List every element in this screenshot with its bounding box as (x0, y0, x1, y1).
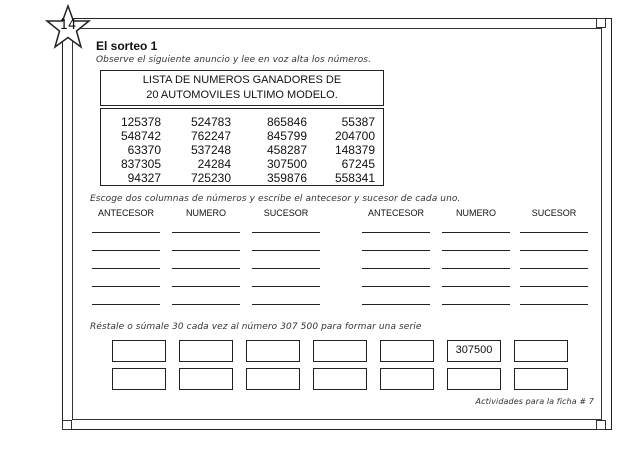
answer-line[interactable] (442, 268, 510, 269)
winners-list-header (100, 70, 384, 106)
answer-line[interactable] (362, 232, 430, 233)
answer-line[interactable] (172, 232, 240, 233)
number-cell: 359876 (266, 171, 307, 185)
number-cell: 725230 (190, 171, 231, 185)
answer-line[interactable] (252, 268, 320, 269)
series-start-value: 307500 (455, 344, 493, 356)
frame-corner-bottom-right (596, 420, 606, 430)
number-cell: 837305 (120, 157, 161, 171)
answer-line[interactable] (520, 304, 588, 305)
series-box[interactable] (179, 368, 233, 390)
answer-line[interactable] (442, 304, 510, 305)
header-antecesor-left: ANTECESOR (97, 208, 154, 218)
series-box-start[interactable] (447, 340, 501, 362)
number-cell: 63370 (127, 143, 161, 157)
number-cell: 524783 (190, 115, 231, 129)
number-cell: 548742 (120, 129, 161, 143)
answer-line[interactable] (252, 232, 320, 233)
header-sucesor-left: SUCESOR (263, 208, 309, 218)
badge-number: 14 (59, 18, 77, 33)
answer-line[interactable] (362, 286, 430, 287)
number-cell: 845799 (266, 129, 307, 143)
page-title: El sorteo 1 (96, 39, 158, 53)
answer-line[interactable] (362, 268, 430, 269)
answer-line[interactable] (362, 250, 430, 251)
series-box[interactable] (514, 340, 568, 362)
answer-line[interactable] (252, 304, 320, 305)
answer-line[interactable] (172, 250, 240, 251)
answer-line[interactable] (520, 232, 588, 233)
number-cell: 125378 (120, 115, 161, 129)
number-cell: 94327 (127, 171, 161, 185)
answer-line[interactable] (442, 250, 510, 251)
series-box[interactable] (246, 368, 300, 390)
number-cell: 67245 (341, 157, 375, 171)
header-sucesor-right: SUCESOR (531, 208, 577, 218)
series-box[interactable] (179, 340, 233, 362)
header-numero-right: NUMERO (456, 208, 496, 218)
number-cell: 558341 (334, 171, 375, 185)
instruction-series: Réstale o súmale 30 cada vez al número 307 500 para formar una serie (90, 322, 422, 332)
number-cell: 24284 (197, 157, 231, 171)
answer-line[interactable] (520, 286, 588, 287)
number-cell: 307500 (266, 157, 307, 171)
series-box[interactable] (112, 340, 166, 362)
answer-line[interactable] (92, 232, 160, 233)
series-box[interactable] (514, 368, 568, 390)
series-box[interactable] (112, 368, 166, 390)
number-cell: 762247 (190, 129, 231, 143)
number-cell: 148379 (334, 143, 375, 157)
number-cell: 865846 (266, 115, 307, 129)
star-badge (44, 4, 92, 52)
series-box[interactable] (313, 368, 367, 390)
answer-line[interactable] (92, 268, 160, 269)
answer-line[interactable] (252, 250, 320, 251)
answer-line[interactable] (92, 304, 160, 305)
answer-line[interactable] (520, 250, 588, 251)
instruction-predecessor-successor: Escoge dos columnas de números y escribe el antecesor y sucesor de cada uno. (90, 194, 461, 204)
list-title-line-1: LISTA DE NUMEROS GANADORES DE (142, 74, 342, 86)
instruction-observe: Observe el siguiente anuncio y lee en voz alta los números. (96, 55, 372, 65)
footer-note: Actividades para la ficha # 7 (475, 397, 594, 406)
winning-numbers-table (100, 108, 384, 186)
number-cell: 55387 (341, 115, 375, 129)
answer-line[interactable] (92, 250, 160, 251)
answer-line[interactable] (362, 304, 430, 305)
answer-line[interactable] (172, 268, 240, 269)
answer-line[interactable] (172, 304, 240, 305)
series-box[interactable] (246, 340, 300, 362)
answer-line[interactable] (442, 286, 510, 287)
answer-line[interactable] (92, 286, 160, 287)
number-cell: 537248 (190, 143, 231, 157)
answer-line[interactable] (172, 286, 240, 287)
answer-line[interactable] (252, 286, 320, 287)
series-box[interactable] (380, 368, 434, 390)
series-box[interactable] (313, 340, 367, 362)
series-box[interactable] (447, 368, 501, 390)
header-numero-left: NUMERO (186, 208, 226, 218)
answer-line[interactable] (442, 232, 510, 233)
series-box[interactable] (380, 340, 434, 362)
list-title-line-2: 20 AUTOMOVILES ULTIMO MODELO. (146, 89, 338, 101)
number-cell: 458287 (266, 143, 307, 157)
frame-corner-top-right (596, 18, 606, 28)
header-antecesor-right: ANTECESOR (367, 208, 424, 218)
number-cell: 204700 (334, 129, 375, 143)
frame-corner-bottom-left (62, 420, 72, 430)
answer-line[interactable] (520, 268, 588, 269)
